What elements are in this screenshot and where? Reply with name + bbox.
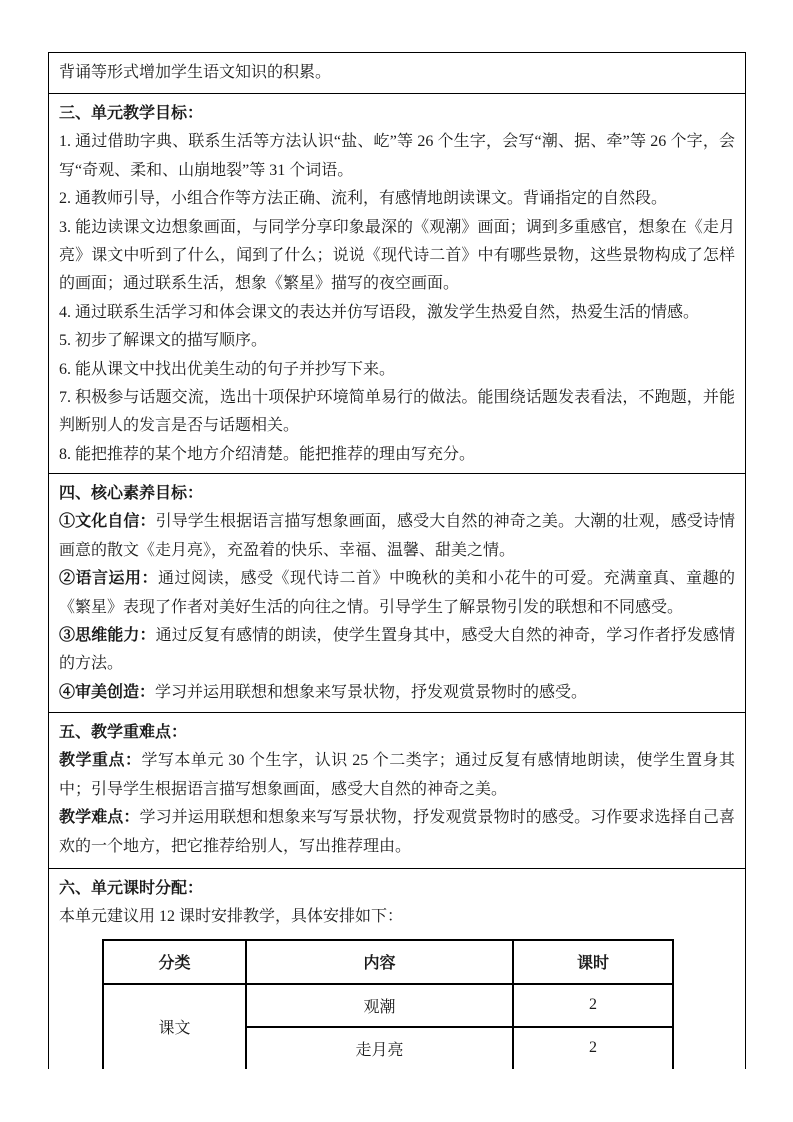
header-periods: 课时	[513, 940, 673, 984]
cell-category: 课文	[103, 984, 246, 1069]
cell-content: 观潮	[246, 984, 513, 1027]
table-row	[103, 984, 673, 1027]
core-literacy-item	[59, 508, 735, 565]
intro-row	[49, 53, 745, 94]
objective-item: 1. 通过借助字典、联系生活等方法认识“盐、屹”等 26 个生字，会写“潮、据、牵”等 26 个字，会写“奇观、柔和、山崩地裂”等 31 个词语。	[59, 133, 735, 179]
core-literacy-item	[59, 565, 735, 622]
objective-item: 3. 能边读课文边想象画面，与同学分享印象最深的《观潮》画面；调到多重感官，想象在《走月亮》课文中听到了什么，闻到了什么；说说《现代诗二首》中有哪些景物，这些景物构成了怎样的画面；通过联系生活，想象《繁星》描写的夜空画面。	[59, 218, 735, 293]
objective-item: 4. 通过联系生活学习和体会课文的表达并仿写语段，激发学生热爱自然，热爱生活的情感。	[59, 303, 700, 321]
objective-item: 6. 能从课文中找出优美生动的句子并抄写下来。	[59, 360, 396, 378]
header-category: 分类	[103, 940, 246, 984]
section-heading: 五、教学重难点：	[59, 724, 188, 741]
item-text: 学习并运用联想和想象来写写景状物，抒发观赏景物时的感受。习作要求选择自己喜欢的一个地方，把它推荐给别人，写出推荐理由。	[59, 809, 735, 855]
item-lead: ③思维能力：	[59, 627, 156, 645]
cell-periods: 2	[513, 1027, 673, 1069]
section-heading: 三、单元教学目标：	[59, 105, 204, 122]
section-unit-period-allocation	[49, 869, 745, 1069]
item-lead: 教学难点：	[59, 809, 140, 827]
section-teaching-key-difficult-points	[49, 713, 745, 869]
intro-text: 背诵等形式增加学生语文知识的积累。	[59, 64, 332, 81]
difficult-point-item	[59, 804, 735, 861]
allocation-intro: 本单元建议用 12 课时安排教学，具体安排如下：	[59, 908, 404, 926]
header-content: 内容	[246, 940, 513, 984]
core-literacy-item	[59, 622, 735, 679]
key-point-item	[59, 747, 735, 804]
item-text: 通过反复有感情的朗读，使学生置身其中，感受大自然的神奇，学习作者抒发感情的方法。	[59, 627, 735, 673]
item-text: 学写本单元 30 个生字，认识 25 个二类字；通过反复有感情地朗读，使学生置身其中；引导学生根据语言描写想象画面，感受大自然的神奇之美。	[59, 752, 735, 798]
item-text: 引导学生根据语言描写想象画面，感受大自然的神奇之美。大潮的壮观，感受诗情画意的散文《走月亮》，充盈着的快乐、幸福、温馨、甜美之情。	[59, 513, 735, 559]
objective-item: 8. 能把推荐的某个地方介绍清楚。能把推荐的理由写充分。	[59, 445, 476, 463]
objective-item: 2. 通教师引导，小组合作等方法正确、流利，有感情地朗读课文。背诵指定的自然段。	[59, 190, 668, 208]
item-lead: 教学重点：	[59, 752, 142, 770]
item-lead: ①文化自信：	[59, 513, 156, 531]
section-heading: 六、单元课时分配：	[59, 880, 204, 897]
objective-item: 7. 积极参与话题交流，选出十项保护环境简单易行的做法。能围绕话题发表看法，不跑题，并能判断别人的发言是否与话题相关。	[59, 389, 735, 435]
section-heading: 四、核心素养目标：	[59, 485, 204, 502]
section-core-literacy-objectives	[49, 474, 745, 713]
cell-periods: 2	[513, 984, 673, 1027]
core-literacy-item	[59, 679, 735, 707]
item-lead: ②语言运用：	[59, 570, 158, 588]
cell-content: 走月亮	[246, 1027, 513, 1069]
period-allocation-table	[102, 939, 674, 1069]
item-text: 学习并运用联想和想象来写景状物，抒发观赏景物时的感受。	[155, 683, 588, 701]
objective-item: 5. 初步了解课文的描写顺序。	[59, 332, 268, 350]
item-text: 通过阅读，感受《现代诗二首》中晚秋的美和小花牛的可爱。充满童真、童趣的《繁星》表现了作者对美好生活的向往之情。引导学生了解景物引发的联想和不同感受。	[59, 570, 735, 616]
table-header-row	[103, 940, 673, 984]
item-lead: ④审美创造：	[59, 683, 156, 701]
section-unit-teaching-objectives	[49, 94, 745, 474]
outer-table	[48, 52, 746, 1069]
